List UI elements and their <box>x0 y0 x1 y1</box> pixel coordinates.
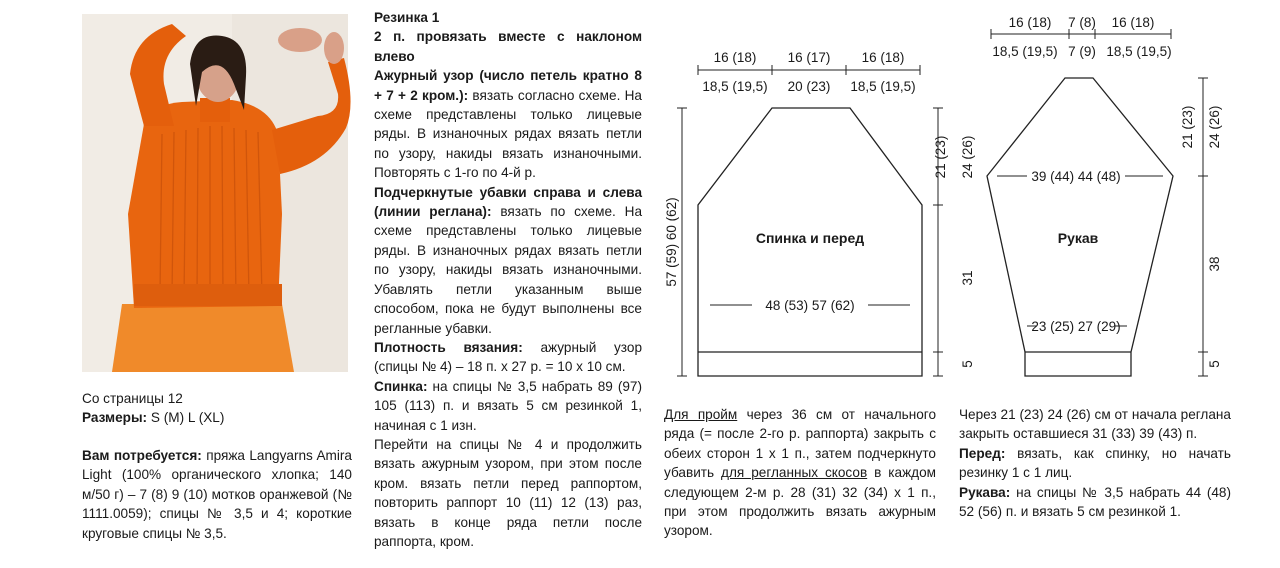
instructions-column-3 <box>664 405 936 541</box>
caption <box>82 389 224 428</box>
decrease-title: Подчеркнутые убавки справа и слева (линии реглана): <box>374 184 642 220</box>
raglan-link: для регланных скосов <box>721 465 868 481</box>
front-label: Перед: <box>959 445 1006 461</box>
decrease-text: вязать по схеме. На схеме представлены только лицевые ряды. В изнаночных рядах вязать петли по узору, накиды вязать изнаночными. Убавлять петли указанным выше способом, пока не будут выполнены все регланные убавки. <box>374 204 642 336</box>
sleeve-top-upper-3: 16 (18) <box>1111 15 1155 30</box>
body-raglan-b: 24 (26) <box>960 135 975 179</box>
sleeve-top-lower-2: 7 (9) <box>1068 44 1096 59</box>
sleeve-top-upper-2: 7 (8) <box>1068 15 1096 30</box>
armhole-text: через 36 см от начального ряда (= после 2-го р. раппорта) закрыть с обеих сторон 1 х 1 п., затем подчеркнуто убавить <box>664 407 937 481</box>
sleeve-upper-width: 39 (44) 44 (48) <box>1031 169 1121 184</box>
body-total-height: 57 (59) 60 (62) <box>664 197 679 287</box>
rib-title: Резинка 1 <box>374 10 440 25</box>
model-photo <box>82 14 348 372</box>
front-text: вязать, как спинку, но начать резинку 1 с 1 лиц. <box>959 445 1231 481</box>
back-text-2: Перейти на спицы № 4 и продолжить вязать ажурным узором, при этом после кром. вязать петли перед раппортом, повторить раппорт 10 (11) 12 (13) раз, вязать в конце ряда петли после раппорта, кром. <box>374 436 642 549</box>
sleeve-label: Рукава: <box>959 484 1011 500</box>
gauge-title: Плотность вязания: <box>374 339 523 355</box>
materials-text: пряжа Langyarns Amira Light (100% органического хлопка; 140 м/50 г) – 7 (8) 9 (10) мотков оранжевой (№ 1111.0059); спицы № 3,5 и 4; короткие круговые спицы № 3,5. <box>82 448 352 541</box>
gauge-text: ажурный узор (спицы № 4) – 18 п. х 27 р. = 10 х 10 см. <box>374 339 643 375</box>
instructions-column-2 <box>374 8 642 551</box>
back-text: на спицы № 3,5 набрать 89 (97) 105 (113) п. и вязать 5 см резинкой 1, начиная с 1 изн. <box>374 378 643 433</box>
body-top-upper-2: 16 (17) <box>787 50 831 65</box>
back-title: Спинка: <box>374 378 428 394</box>
sleeve-rib-height: 5 <box>1207 360 1222 368</box>
materials-label: Вам потребуется: <box>82 448 202 463</box>
body-schema <box>652 0 975 400</box>
raglan-close-text: Через 21 (23) 24 (26) см от начала реглана закрыть оставшиеся 31 (33) 39 (43) п. <box>959 407 1231 442</box>
materials-block <box>82 446 352 543</box>
sleeve-top-upper-1: 16 (18) <box>1008 15 1052 30</box>
body-raglan-a: 21 (23) <box>933 135 948 179</box>
body-top-lower-2: 20 (23) <box>787 79 831 94</box>
raglan-text: в каждом следующем 2-м р. 28 (31) 32 (34) х 1 п., при этом продолжить вязать ажурным узором. <box>664 465 936 539</box>
sleeve-text: на спицы № 3,5 набрать 44 (48) 52 (56) п. и вязать 5 см резинкой 1. <box>959 484 1231 520</box>
body-width: 48 (53) 57 (62) <box>765 298 855 313</box>
lace-text: вязать согласно схеме. На схеме представлены только лицевые ряды. В изнаночных рядах вязать петли по узору, накиды вязать изнаночными. Повторять с 1-го по 4-й р. <box>374 87 642 181</box>
body-top-upper-1: 16 (18) <box>713 50 757 65</box>
sleeve-top-lower-3: 18,5 (19,5) <box>1106 44 1172 59</box>
sleeve-raglan-a: 21 (23) <box>1180 105 1195 149</box>
armhole-link: Для пройм <box>664 407 738 422</box>
body-top-upper-3: 16 (18) <box>861 50 905 65</box>
rib-text: 2 п. провязать вместе с наклоном влево <box>374 29 642 64</box>
body-top-lower-1: 18,5 (19,5) <box>702 79 768 94</box>
model-illustration <box>82 14 348 372</box>
body-rib-height: 5 <box>960 360 975 368</box>
sizes-line <box>82 408 224 427</box>
sleeve-schema <box>975 0 1235 400</box>
lace-title: Ажурный узор (число петель кратно 8 + 7 + 2 кром.): <box>374 68 642 103</box>
body-top-lower-3: 18,5 (19,5) <box>850 79 916 94</box>
sleeve-raglan-b: 24 (26) <box>1207 105 1222 149</box>
sleeve-lower-width: 23 (25) 27 (29) <box>1031 319 1121 334</box>
sizes-label: Размеры: <box>82 410 148 426</box>
sleeve-height: 38 <box>1207 256 1222 272</box>
body-title: Спинка и перед <box>755 230 865 246</box>
sleeve-top-lower-1: 18,5 (19,5) <box>992 44 1058 59</box>
body-height: 31 <box>960 270 975 286</box>
sizes-value: S (M) L (XL) <box>150 410 225 426</box>
instructions-column-4 <box>959 405 1231 521</box>
source-page: Со страницы 12 <box>82 391 183 406</box>
sleeve-title: Рукав <box>1057 230 1099 246</box>
